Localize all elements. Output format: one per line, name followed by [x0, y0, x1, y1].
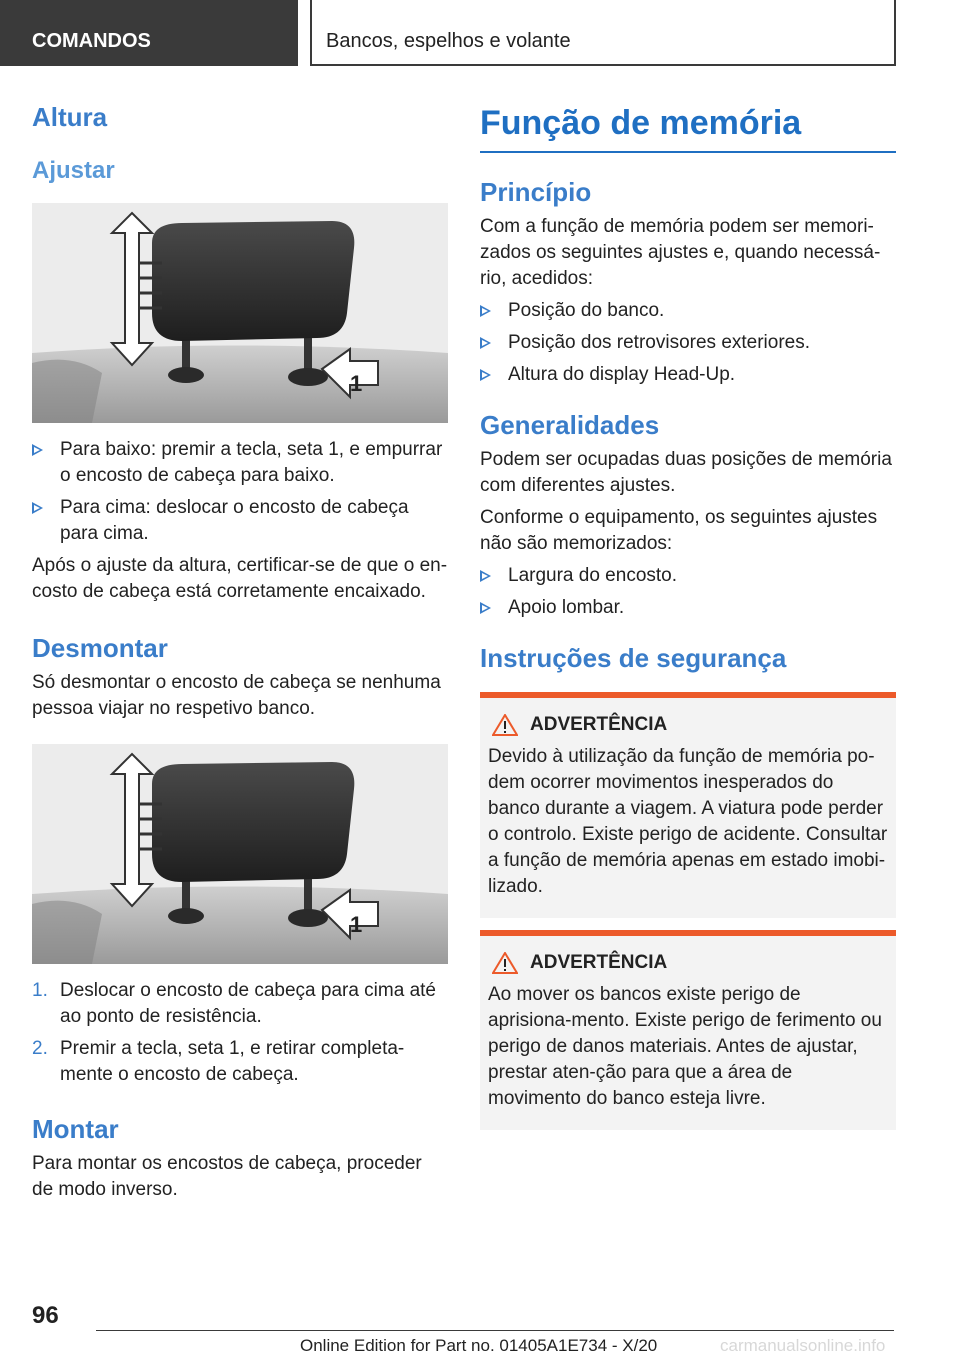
bullet-triangle-icon [32, 502, 43, 514]
list-item: Para baixo: premir a tecla, seta 1, e empurrar o encosto de cabeça para baixo. [32, 437, 448, 489]
ajustar-note: Após o ajuste da altura, certificar-se de que o en-costo de cabeça está corretamente encaixado. [32, 555, 448, 602]
right-column [480, 96, 896, 1130]
warning-title: ADVERTÊNCIA [530, 952, 668, 973]
desmontar-text: Só desmontar o encosto de cabeça se nenhuma pessoa viajar no respetivo banco. [32, 672, 441, 719]
bullet-triangle-icon [480, 305, 491, 317]
altura-heading: Altura [32, 102, 108, 132]
footer-edition: Online Edition for Part no. 01405A1E734 - X/20 [300, 1336, 658, 1355]
principio-list [480, 298, 896, 388]
warning-triangle-icon [492, 714, 518, 736]
warning-triangle-icon [492, 952, 518, 974]
chapter-title: Bancos, espelhos e volante [310, 0, 896, 66]
headrest-figure-1 [32, 203, 448, 423]
bullet-triangle-icon [480, 602, 491, 614]
warning-text: Ao mover os bancos existe perigo de aprisiona-mento. Existe perigo de ferimento ou perigo de danos materiais. Antes de ajustar, prestar aten-ção para que a área de movimento do banco esteja livre. [488, 984, 882, 1109]
montar-text: Para montar os encostos de cabeça, proceder de modo inverso. [32, 1153, 422, 1200]
desmontar-heading: Desmontar [32, 633, 168, 663]
list-item: Para cima: deslocar o encosto de cabeça para cima. [32, 495, 448, 547]
seguranca-heading: Instruções de segurança [480, 643, 787, 673]
bullet-triangle-icon [480, 337, 491, 349]
headrest-illustration [32, 744, 448, 964]
desmontar-steps [32, 978, 448, 1088]
list-item: Posição do banco. [480, 298, 896, 324]
generalidades-heading: Generalidades [480, 410, 660, 440]
list-item: 2. Premir a tecla, seta 1, e retirar completa-mente o encosto de cabeça. [32, 1038, 405, 1085]
headrest-illustration [32, 203, 448, 423]
footer-divider [96, 1330, 894, 1331]
bullet-triangle-icon [480, 369, 491, 381]
section-tab: COMANDOS [0, 0, 298, 66]
principio-text: Com a função de memória podem ser memori-zados os seguintes ajustes e, quando necessá-rio, acedidos: [480, 216, 881, 289]
generalidades-list [480, 563, 896, 621]
list-item: Altura do display Head-Up. [480, 362, 896, 388]
principio-heading: Princípio [480, 177, 592, 207]
ajustar-list [32, 437, 448, 547]
bullet-triangle-icon [480, 570, 491, 582]
list-item: 1. Deslocar o encosto de cabeça para cima até ao ponto de resistência. [32, 980, 436, 1027]
generalidades-text-2: Conforme o equipamento, os seguintes ajustes não são memorizados: [480, 507, 878, 554]
main-title: Função de memória [480, 104, 896, 153]
figure-callout-1: 1 [350, 371, 363, 396]
page-header [0, 0, 960, 66]
list-item: Posição dos retrovisores exteriores. [480, 330, 896, 356]
figure-callout-1: 1 [350, 912, 363, 937]
warning-title: ADVERTÊNCIA [530, 714, 668, 735]
warning-text: Devido à utilização da função de memória po-dem ocorrer movimentos inesperados do banco durante a viagem. A viatura pode perder o controlo. Existe perigo de acidente. Consultar a função de memória apenas em estado imobi-lizado. [488, 746, 888, 897]
ajustar-heading: Ajustar [32, 157, 115, 184]
warning-box [480, 930, 896, 1130]
generalidades-text-1: Podem ser ocupadas duas posições de memória com diferentes ajustes. [480, 449, 892, 496]
warning-box [480, 692, 896, 918]
footer-watermark: carmanualsonline.info [720, 1336, 886, 1355]
list-item: Apoio lombar. [480, 595, 896, 621]
headrest-figure-2 [32, 744, 448, 964]
montar-heading: Montar [32, 1114, 119, 1144]
bullet-triangle-icon [32, 444, 43, 456]
list-item: Largura do encosto. [480, 563, 896, 589]
left-column [32, 96, 448, 1203]
page-number: 96 [32, 1302, 59, 1329]
